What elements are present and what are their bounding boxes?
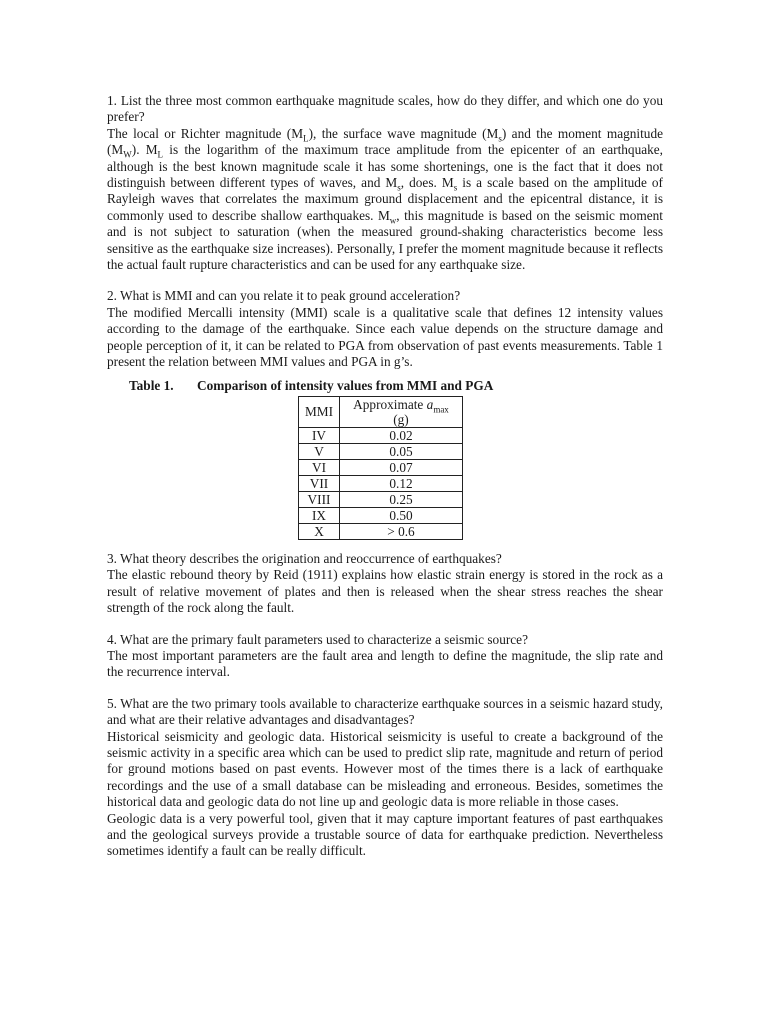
answer-5b: Geologic data is a very powerful tool, given that it may capture important features of past earthquakes and the geological surveys provide a trustable source of data for earthquake prediction. Nevertheless sometimes identify a fault can be really difficult. [107,810,663,859]
table-caption [129,378,663,394]
answer-4: The most important parameters are the fault area and length to define the magnitude, the slip rate and the recurrence interval. [107,647,663,680]
question-1: 1. List the three most common earthquake magnitude scales, how do they differ, and which one do you prefer? [107,93,663,125]
table-cell-mmi: VIII [299,491,340,507]
table-cell-pga: 0.07 [340,459,463,475]
table-header-amax: Approximate $a_{max}$ (g) [340,396,463,427]
table-cell-mmi: V [299,443,340,459]
table-cell-pga: 0.02 [340,427,463,443]
table-header-mmi: MMI [299,396,340,427]
question-2: 2. What is MMI and can you relate it to peak ground acceleration? [107,288,461,304]
answer-2: The modified Mercalli intensity (MMI) scale is a qualitative scale that defines 12 intensity values according to the damage of the earthquake. Since each value depends on the structure damage and people perception of it, it can be related to PGA from observation of past events measurements. Table 1 present the relation between MMI values and PGA in g’s. [107,304,663,370]
table-number: Table 1. [129,377,174,393]
table-cell-mmi: IX [299,507,340,523]
document-page [107,93,663,860]
mmi-pga-table [298,396,463,540]
answer-3: The elastic rebound theory by Reid (1911) explains how elastic strain energy is stored in the rock as a result of relative movement of plates and then is released when the shear stress reaches the shear strength of the rock along the fault. [107,567,663,616]
table-cell-pga: 0.12 [340,475,463,491]
table-header-row [299,396,463,427]
table-cell-pga: > 0.6 [340,523,463,539]
table-title: Comparison of intensity values from MMI and PGA [197,377,494,393]
table-cell-mmi: VI [299,459,340,475]
table-row [299,523,463,539]
table-cell-mmi: X [299,523,340,539]
question-4: 4. What are the primary fault parameters used to characterize a seismic source? [107,631,528,647]
table-row [299,459,463,475]
table-row [299,491,463,507]
table-row [299,427,463,443]
table-cell-pga: 0.25 [340,491,463,507]
table-cell-pga: 0.05 [340,443,463,459]
question-5: 5. What are the two primary tools available to characterize earthquake sources in a seismic hazard study, and what are their relative advantages and disadvantages? [107,695,663,728]
table-row [299,443,463,459]
table-row [299,475,463,491]
answer-5a: Historical seismicity and geologic data. Historical seismicity is useful to create a background of the seismic activity in a specific area which can be used to predict slip rate, magnitude and return of period for ground motions based on past events. However most of the times there is a lack of earthquake recordings and the use of a small database can be misleading and erroneous. Besides, sometimes the historical data and geologic data do not line up and geologic data is more reliable in those cases. [107,728,663,810]
table-row [299,507,463,523]
table-cell-pga: 0.50 [340,507,463,523]
answer-1: The local or Richter magnitude $(M_L)$, the surface wave magnitude $(M_s)$ and the moment magnitude $(M_W)$. $M_L$ is the logarithm of the maximum trace amplitude from the epicenter of an earthquake, although is the best known magnitude scale it has some shortenings, one is the fact that it does not distinguish between different types of waves, and $M_s$, does. $M_s$ is a scale based on the amplitude of Rayleigh waves that correlates the maximum ground displacement and the epicentral distance, it is commonly used to describe shallow earthquakes. $M_w$, this magnitude is based on the seismic moment and is not subject to saturation (when the measured ground-shaking characteristics become less sensitive as the earthquake size increases). Personally, I prefer the moment magnitude because it reflects the actual fault rupture characteristics and can be used for any earthquake size. [107,125,663,273]
table-cell-mmi: VII [299,475,340,491]
question-3: 3. What theory describes the origination and reoccurrence of earthquakes? [107,550,502,566]
table-cell-mmi: IV [299,427,340,443]
